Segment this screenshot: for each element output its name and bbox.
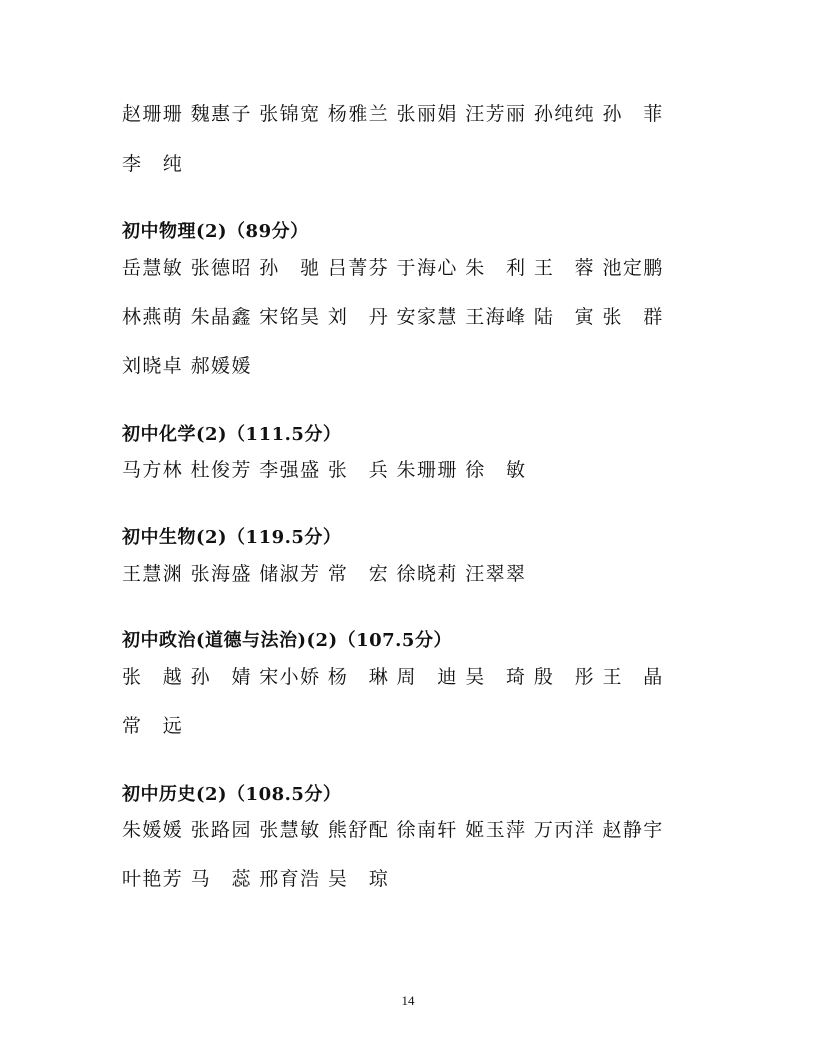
name-list-line: 叶艳芳 马 蕊 邢育浩 吴 琼 bbox=[122, 868, 390, 890]
name-list-line: 张 越 孙 婧 宋小娇 杨 琳 周 迪 吴 琦 殷 彤 王 晶 bbox=[122, 666, 664, 688]
name-list-line: 刘晓卓 郝媛媛 bbox=[122, 355, 252, 377]
section-heading-biology: 初中生物(2)（119.5分） bbox=[122, 527, 342, 548]
name-list-line: 常 远 bbox=[122, 715, 184, 737]
name-list-line: 朱媛媛 张路园 张慧敏 熊舒配 徐南轩 姬玉萍 万丙洋 赵静宇 bbox=[122, 819, 664, 841]
name-list-line: 岳慧敏 张德昭 孙 驰 吕菁芬 于海心 朱 利 王 蓉 池定鹏 bbox=[122, 257, 664, 279]
name-list-line: 王慧渊 张海盛 储淑芳 常 宏 徐晓莉 汪翠翠 bbox=[122, 563, 527, 585]
name-list-line: 马方林 杜俊芳 李强盛 张 兵 朱珊珊 徐 敏 bbox=[122, 459, 527, 481]
section-heading-chemistry: 初中化学(2)（111.5分） bbox=[122, 424, 342, 445]
name-list-line: 李 纯 bbox=[122, 153, 184, 175]
section-heading-physics: 初中物理(2)（89分） bbox=[122, 221, 309, 242]
name-list-line: 赵珊珊 魏惠子 张锦宽 杨雅兰 张丽娟 汪芳丽 孙纯纯 孙 菲 bbox=[122, 103, 664, 125]
page-number: 14 bbox=[401, 993, 415, 1008]
section-heading-history: 初中历史(2)（108.5分） bbox=[122, 784, 342, 805]
section-heading-politics: 初中政治(道德与法治)(2)（107.5分） bbox=[122, 630, 452, 651]
name-list-line: 林燕萌 朱晶鑫 宋铭昊 刘 丹 安家慧 王海峰 陆 寅 张 群 bbox=[122, 306, 664, 328]
